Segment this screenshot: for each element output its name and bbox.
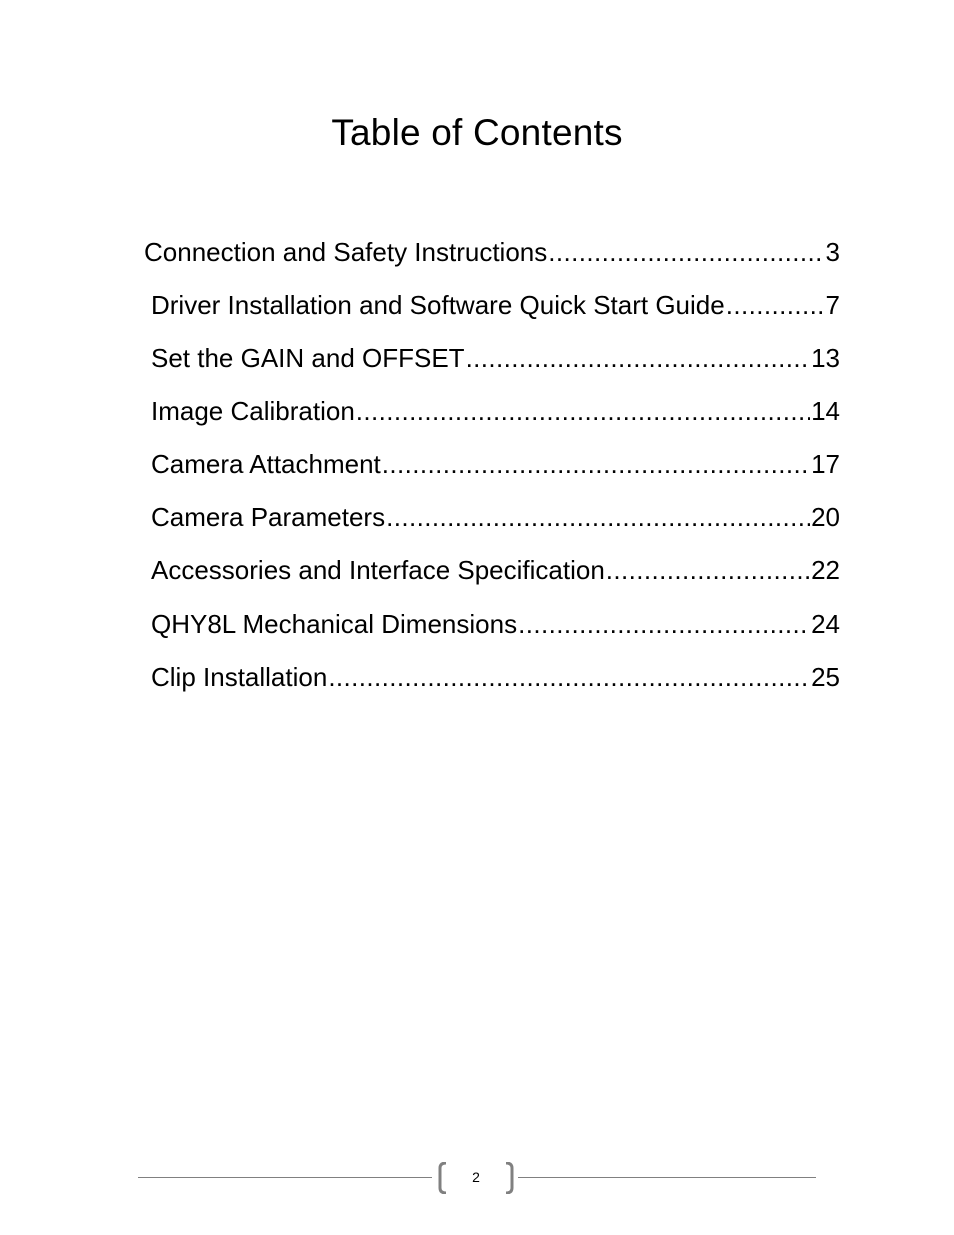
right-brace-icon xyxy=(505,1162,515,1194)
toc-leader-dots xyxy=(466,340,811,376)
toc-leader-dots xyxy=(518,606,810,642)
toc-entry-label: QHY8L Mechanical Dimensions xyxy=(151,609,518,639)
toc-entry-connection-safety[interactable] xyxy=(144,230,840,270)
page-title: Table of Contents xyxy=(331,112,623,153)
page-number: 2 xyxy=(472,1169,480,1185)
toc-leader-dots xyxy=(382,446,810,482)
toc-entry-mechanical-dimensions[interactable] xyxy=(151,602,840,642)
toc-entry-label: Driver Installation and Software Quick Start Guide xyxy=(151,290,725,320)
toc-entry-label: Set the GAIN and OFFSET xyxy=(151,343,465,373)
toc-leader-dots xyxy=(548,234,824,270)
toc-entry-page: 3 xyxy=(825,237,840,267)
toc-entry-label: Camera Parameters xyxy=(151,502,386,532)
toc-entry-page: 25 xyxy=(811,662,840,692)
toc-leader-dots xyxy=(606,552,810,588)
footer-rule-left xyxy=(138,1177,432,1178)
toc-entry-accessories-interface[interactable] xyxy=(151,548,840,588)
toc-entry-image-calibration[interactable] xyxy=(151,389,840,429)
toc-entry-label: Image Calibration xyxy=(151,396,355,426)
toc-leader-dots xyxy=(386,499,810,535)
toc-entry-label: Camera Attachment xyxy=(151,449,381,479)
toc-entry-camera-parameters[interactable] xyxy=(151,495,840,535)
toc-entry-page: 7 xyxy=(825,290,840,320)
toc-leader-dots xyxy=(356,393,810,429)
toc-entry-label: Clip Installation xyxy=(151,662,328,692)
toc-entry-clip-installation[interactable] xyxy=(151,655,840,695)
toc-entry-camera-attachment[interactable] xyxy=(151,442,840,482)
toc-entry-page: 14 xyxy=(811,396,840,426)
toc-entry-page: 20 xyxy=(811,502,840,532)
toc-leader-dots xyxy=(328,659,810,695)
toc-entry-label: Connection and Safety Instructions xyxy=(144,237,548,267)
footer-rule-right xyxy=(518,1177,816,1178)
toc-entry-page: 22 xyxy=(811,555,840,585)
toc-entry-gain-offset[interactable] xyxy=(151,336,840,376)
toc-leader-dots xyxy=(726,287,825,323)
toc-entry-page: 13 xyxy=(811,343,840,373)
toc-entry-label: Accessories and Interface Specification xyxy=(151,555,605,585)
toc-entry-page: 24 xyxy=(811,609,840,639)
toc-entry-page: 17 xyxy=(811,449,840,479)
left-brace-icon xyxy=(437,1162,447,1194)
toc-entry-driver-installation[interactable] xyxy=(151,283,840,323)
